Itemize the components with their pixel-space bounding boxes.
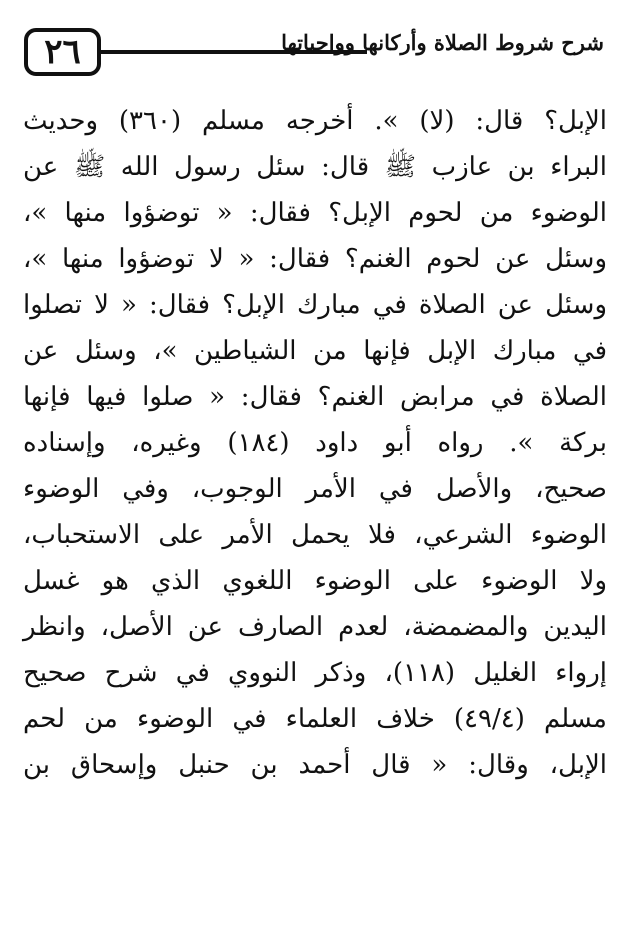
text-line: الإبل، وقال: « قال أحمد بن حنبل وإسحاق بن xyxy=(23,750,607,780)
text-line: وسئل عن الصلاة في مبارك الإبل؟ فقال: « لا تصلوا xyxy=(23,290,607,320)
text-line: في مبارك الإبل فإنها من الشياطين »، وسئل عن xyxy=(23,336,607,366)
text-line: الوضوء الشرعي، فلا يحمل الأمر على الاستحباب، xyxy=(23,520,607,550)
text-line: صحيح، والأصل في الأمر الوجوب، وفي الوضوء xyxy=(23,474,607,504)
text-line: اليدين والمضمضة، لعدم الصارف عن الأصل، وانظر xyxy=(23,612,607,642)
text-line: وسئل عن لحوم الغنم؟ فقال: « لا توضؤوا منها »، xyxy=(23,244,607,274)
text-line: الإبل؟ قال: (لا) ». أخرجه مسلم (٣٦٠) وحديث xyxy=(23,106,607,136)
running-title: شرح شروط الصلاة وأركانها وواجباتها xyxy=(281,30,604,55)
text-line: البراء بن عازب ﷺ قال: سئل رسول الله ﷺ عن xyxy=(23,152,607,182)
text-line: الصلاة في مرابض الغنم؟ فقال: « صلوا فيها فإنها xyxy=(23,382,607,412)
page-number: ٢٦ xyxy=(24,28,101,76)
body-text xyxy=(23,98,607,928)
text-line: ولا الوضوء على الوضوء اللغوي الذي هو غسل xyxy=(23,566,607,596)
text-line: بركة ». رواه أبو داود (١٨٤) وغيره، وإسناده xyxy=(23,428,608,458)
page-header xyxy=(24,28,604,78)
text-line: مسلم (٤٩/٤) خلاف العلماء في الوضوء من لحم xyxy=(23,704,607,734)
text-line: الوضوء من لحوم الإبل؟ فقال: « توضؤوا منها »، xyxy=(23,198,607,228)
text-line: إرواء الغليل (١١٨)، وذكر النووي في شرح صحيح xyxy=(23,658,607,688)
